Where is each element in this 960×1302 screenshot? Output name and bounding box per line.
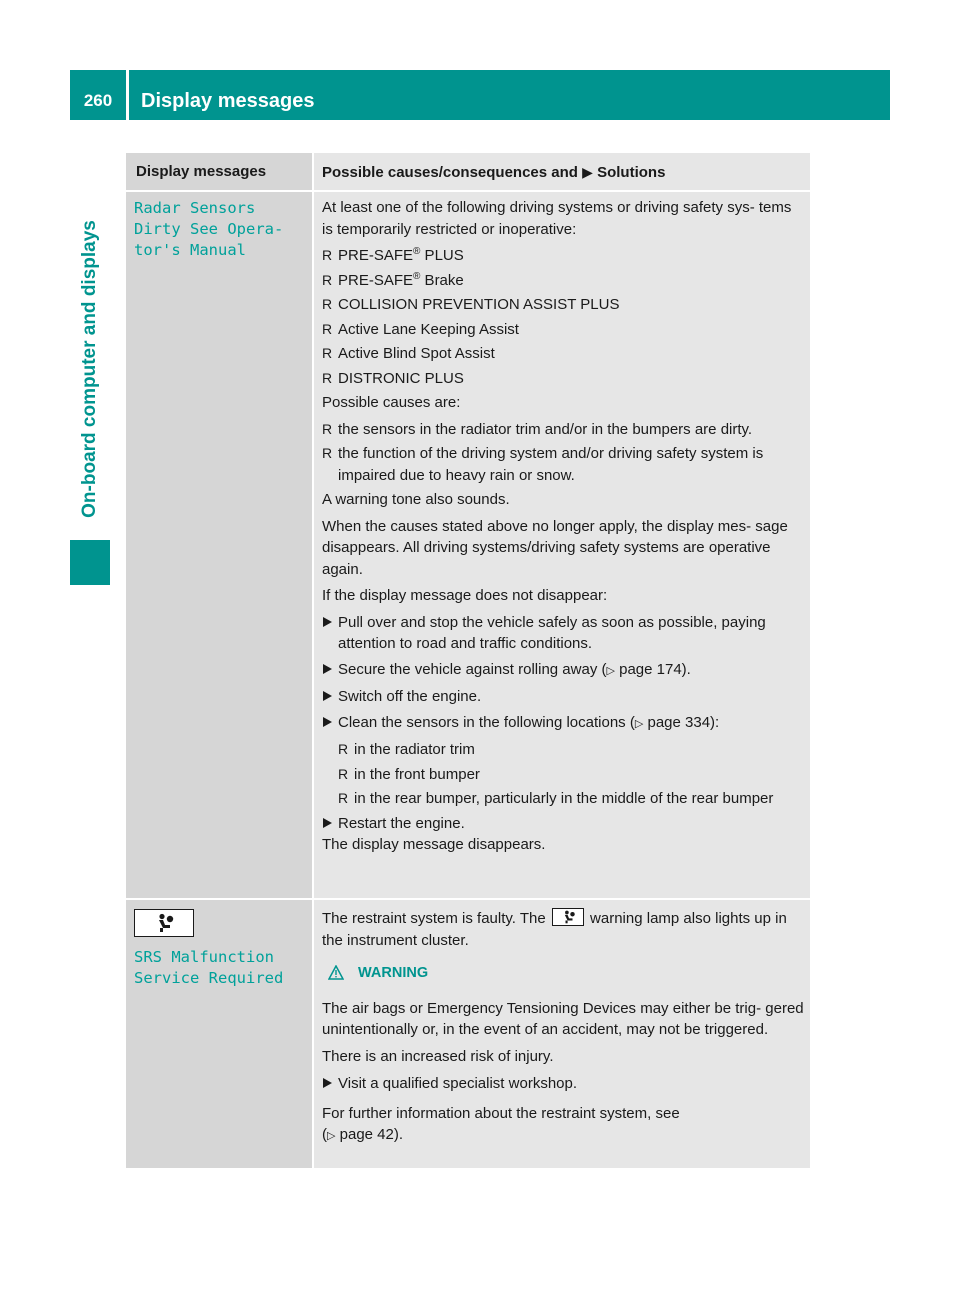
intro-text: At least one of the following driving systems or driving safety sys‐ tems is temporarily restricted or inoperative:: [322, 199, 792, 238]
message-line: Radar Sensors: [134, 199, 256, 217]
header-causes-solutions: [322, 153, 665, 190]
message-column: [126, 153, 312, 1168]
warning-text: The air bags or Emergency Tensioning Devices may either be trig‐ gered unintentionally or, in the event of an accident, may not be triggered.: [322, 999, 804, 1038]
instruction-step: Switch off the engine.: [322, 686, 804, 708]
list-item: R the function of the driving system and/or driving safety system is impaired due to heavy rain or snow.: [322, 443, 804, 486]
radar-sensors-message: [134, 198, 304, 261]
tone-text: A warning tone also sounds.: [322, 491, 510, 508]
restraint-warning-lamp-icon: [552, 908, 584, 926]
list-item: R COLLISION PREVENTION ASSIST PLUS: [322, 294, 804, 316]
if-not-text: If the display message does not disappear:: [322, 587, 608, 604]
message-line: tor's Manual: [134, 241, 246, 259]
table-header: [126, 153, 810, 190]
message-line: Service Required: [134, 969, 284, 987]
seated-person-airbag-icon: [155, 913, 175, 933]
risk-text: There is an increased risk of injury.: [322, 1047, 554, 1065]
page-ref-icon: ▷: [634, 717, 644, 730]
page-header: [70, 70, 890, 120]
list-item: R in the rear bumper, particularly in the middle of the rear bumper: [322, 788, 804, 810]
causes-label: Possible causes are:: [322, 394, 461, 411]
list-item: R in the front bumper: [322, 764, 804, 786]
chapter-marker-block: [70, 540, 110, 585]
display-messages-table: [126, 153, 810, 1168]
list-item: R PRE-SAFE® PLUS: [322, 245, 804, 267]
instruction-step: Pull over and stop the vehicle safely as soon as possible, paying attention to road and traffic conditions.: [322, 612, 804, 655]
column-divider: [312, 153, 314, 1168]
solution-arrow-icon: ▶: [582, 164, 593, 180]
when-text: When the causes stated above no longer apply, the display mes‐ sage disappears. All driving systems/driving safety systems are operative again.: [322, 517, 788, 578]
header-display-messages: Display messages: [136, 163, 267, 180]
page-number: 260: [83, 91, 113, 110]
list-item: R Active Blind Spot Assist: [322, 343, 804, 365]
instruction-step: Clean the sensors in the following locations (▷ page 334):: [322, 712, 804, 736]
page-ref-icon: ▷: [606, 664, 615, 677]
page-title: Display messages: [141, 90, 315, 112]
further-info: For further information about the restraint system, see (▷ page 42).: [322, 1104, 680, 1143]
header-causes-label: Possible causes/consequences and: [322, 164, 578, 181]
srs-malfunction-message: [134, 947, 304, 989]
page-ref-icon: ▷: [327, 1130, 336, 1142]
restraint-system-warning-lamp: [134, 909, 194, 937]
radar-sensors-description: [322, 197, 804, 856]
intro-text: The restraint system is faulty. The warning lamp also lights up in the instrument cluster.: [322, 910, 787, 949]
row-divider: [126, 190, 810, 192]
instruction-step: Restart the engine.: [322, 813, 804, 835]
list-item: R PRE-SAFE® Brake: [322, 270, 804, 292]
warning-label: WARNING: [358, 965, 429, 981]
message-line: Dirty See Opera‐: [134, 220, 284, 238]
chapter-side-tab: [70, 153, 110, 585]
chapter-label: On-board computer and displays: [79, 220, 100, 518]
warning-triangle-icon: [328, 965, 344, 988]
message-line: SRS Malfunction: [134, 948, 274, 966]
list-item: R the sensors in the radiator trim and/or in the bumpers are dirty.: [322, 419, 804, 441]
list-item: R in the radiator trim: [322, 739, 804, 761]
list-item: R DISTRONIC PLUS: [322, 368, 804, 390]
instruction-step: Visit a qualified specialist workshop.: [322, 1073, 804, 1095]
row-divider: [126, 898, 810, 900]
warning-heading: [322, 963, 804, 988]
instruction-step: Secure the vehicle against rolling away (▷ page 174).: [322, 659, 804, 683]
srs-malfunction-description: [322, 908, 804, 1153]
header-divider: [126, 70, 129, 120]
list-item: R Active Lane Keeping Assist: [322, 319, 804, 341]
step-result: The display message disappears.: [322, 836, 546, 853]
header-solutions-label: Solutions: [597, 164, 666, 181]
